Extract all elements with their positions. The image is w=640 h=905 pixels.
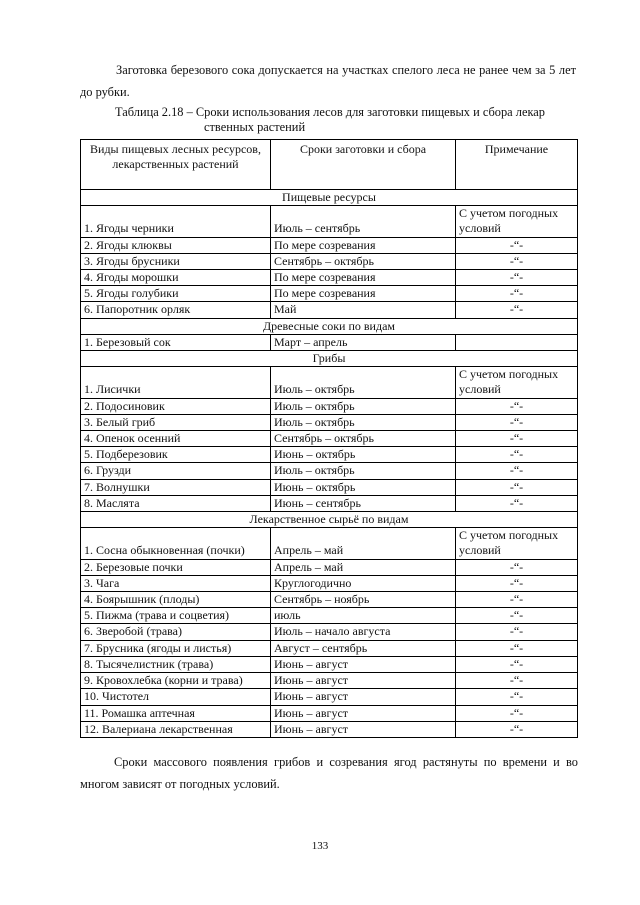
- table-row: [81, 559, 578, 575]
- period-cell: июль: [271, 608, 456, 624]
- resource-name-cell: 11. Ромашка аптечная: [81, 705, 271, 721]
- table-row: [81, 447, 578, 463]
- resource-name-cell: 3. Белый гриб: [81, 414, 271, 430]
- section-row: [81, 512, 578, 528]
- resource-name-cell: 2. Ягоды клюквы: [81, 237, 271, 253]
- note-cell: -“-: [456, 495, 578, 511]
- note-cell: -“-: [456, 479, 578, 495]
- resource-name-cell: 6. Грузди: [81, 463, 271, 479]
- resource-name-cell: 2. Подосиновик: [81, 398, 271, 414]
- period-cell: По мере созревания: [271, 270, 456, 286]
- header-note: Примечание: [456, 140, 578, 190]
- period-cell: По мере созревания: [271, 237, 456, 253]
- table-row: [81, 206, 578, 237]
- header-period: Сроки заготовки и сбора: [271, 140, 456, 190]
- note-cell: -“-: [456, 608, 578, 624]
- period-cell: Июнь – октябрь: [271, 447, 456, 463]
- note-cell: -“-: [456, 592, 578, 608]
- resource-name-cell: 1. Лисички: [81, 367, 271, 398]
- resource-name-cell: 7. Брусника (ягоды и листья): [81, 640, 271, 656]
- period-cell: Июль – октябрь: [271, 367, 456, 398]
- resource-name-cell: 4. Ягоды морошки: [81, 270, 271, 286]
- note-cell: С учетом погодных условий: [456, 206, 578, 237]
- table-row: [81, 302, 578, 318]
- note-cell: -“-: [456, 705, 578, 721]
- resource-name-cell: 7. Волнушки: [81, 479, 271, 495]
- resource-name-cell: 6. Папоротник орляк: [81, 302, 271, 318]
- intro-paragraph: [80, 59, 576, 103]
- table-row: [81, 253, 578, 269]
- note-cell: -“-: [456, 414, 578, 430]
- period-cell: Июнь – август: [271, 705, 456, 721]
- resource-name-cell: 3. Чага: [81, 575, 271, 591]
- period-cell: Июнь – август: [271, 673, 456, 689]
- period-cell: Июль – октябрь: [271, 398, 456, 414]
- table-row: [81, 367, 578, 398]
- table-row: [81, 640, 578, 656]
- note-cell: -“-: [456, 624, 578, 640]
- note-cell: -“-: [456, 270, 578, 286]
- period-cell: Сентябрь – ноябрь: [271, 592, 456, 608]
- period-cell: Июнь – сентябрь: [271, 495, 456, 511]
- table-row: [81, 592, 578, 608]
- resource-name-cell: 1. Ягоды черники: [81, 206, 271, 237]
- period-cell: Апрель – май: [271, 559, 456, 575]
- table-row: [81, 705, 578, 721]
- period-cell: Июль – октябрь: [271, 414, 456, 430]
- table-row: [81, 624, 578, 640]
- resource-name-cell: 1. Березовый сок: [81, 334, 271, 350]
- closing-paragraph: [80, 751, 578, 795]
- table-row: [81, 270, 578, 286]
- table-row: [81, 673, 578, 689]
- forest-resources-table: [80, 139, 578, 738]
- table-caption: [100, 105, 590, 135]
- period-cell: Март – апрель: [271, 334, 456, 350]
- period-cell: Сентябрь – октябрь: [271, 431, 456, 447]
- resource-name-cell: 4. Опенок осенний: [81, 431, 271, 447]
- period-cell: Август – сентябрь: [271, 640, 456, 656]
- period-cell: Круглогодично: [271, 575, 456, 591]
- note-cell: С учетом погодных условий: [456, 528, 578, 559]
- table-row: [81, 689, 578, 705]
- section-title: Древесные соки по видам: [81, 318, 578, 334]
- note-cell: -“-: [456, 673, 578, 689]
- table-row: [81, 721, 578, 737]
- closing-text: Сроки массового появления грибов и созревания ягод растянуты по времени и во многом зависят от погодных условий.: [80, 755, 578, 791]
- note-cell: -“-: [456, 721, 578, 737]
- period-cell: По мере созревания: [271, 286, 456, 302]
- section-title: Лекарственное сырьё по видам: [81, 512, 578, 528]
- table-row: [81, 463, 578, 479]
- note-cell: С учетом погодных условий: [456, 367, 578, 398]
- table-row: [81, 237, 578, 253]
- note-cell: -“-: [456, 431, 578, 447]
- resource-name-cell: 8. Тысячелистник (трава): [81, 656, 271, 672]
- table-header-row: [81, 140, 578, 190]
- resource-name-cell: 1. Сосна обыкновенная (почки): [81, 528, 271, 559]
- note-cell: -“-: [456, 640, 578, 656]
- period-cell: Июль – октябрь: [271, 463, 456, 479]
- note-cell: -“-: [456, 689, 578, 705]
- resource-name-cell: 5. Пижма (трава и соцветия): [81, 608, 271, 624]
- section-title: Пищевые ресурсы: [81, 190, 578, 206]
- table-row: [81, 495, 578, 511]
- period-cell: Май: [271, 302, 456, 318]
- note-cell: -“-: [456, 286, 578, 302]
- section-row: [81, 318, 578, 334]
- period-cell: Июнь – октябрь: [271, 479, 456, 495]
- period-cell: Июнь – август: [271, 689, 456, 705]
- header-resource-type: Виды пищевых лесных ресурсов, лекарственных растений: [81, 140, 271, 190]
- note-cell: -“-: [456, 575, 578, 591]
- period-cell: Июнь – август: [271, 721, 456, 737]
- caption-line-1: Таблица 2.18 – Сроки использования лесов для заготовки пищевых и сбора лекар: [115, 105, 545, 119]
- table-row: [81, 575, 578, 591]
- note-cell: -“-: [456, 302, 578, 318]
- resource-name-cell: 9. Кровохлебка (корни и трава): [81, 673, 271, 689]
- table-row: [81, 528, 578, 559]
- resource-name-cell: 5. Подберезовик: [81, 447, 271, 463]
- resource-name-cell: 2. Березовые почки: [81, 559, 271, 575]
- table-row: [81, 398, 578, 414]
- table-row: [81, 431, 578, 447]
- period-cell: Сентябрь – октябрь: [271, 253, 456, 269]
- table-row: [81, 656, 578, 672]
- note-cell: -“-: [456, 656, 578, 672]
- resource-name-cell: 5. Ягоды голубики: [81, 286, 271, 302]
- table-row: [81, 286, 578, 302]
- table-row: [81, 334, 578, 350]
- section-row: [81, 190, 578, 206]
- resource-name-cell: 3. Ягоды брусники: [81, 253, 271, 269]
- page-number: 133: [311, 840, 329, 852]
- resource-name-cell: 10. Чистотел: [81, 689, 271, 705]
- note-cell: -“-: [456, 559, 578, 575]
- resource-name-cell: 4. Боярышник (плоды): [81, 592, 271, 608]
- table-body: [81, 190, 578, 738]
- resource-name-cell: 6. Зверобой (трава): [81, 624, 271, 640]
- resource-name-cell: 12. Валериана лекарственная: [81, 721, 271, 737]
- note-cell: -“-: [456, 253, 578, 269]
- resource-name-cell: 8. Маслята: [81, 495, 271, 511]
- section-row: [81, 351, 578, 367]
- note-cell: -“-: [456, 447, 578, 463]
- note-cell: -“-: [456, 463, 578, 479]
- period-cell: Июль – начало августа: [271, 624, 456, 640]
- intro-text: Заготовка березового сока допускается на участках спелого леса не ранее чем за 5 лет до рубки.: [80, 63, 576, 99]
- period-cell: Апрель – май: [271, 528, 456, 559]
- note-cell: -“-: [456, 398, 578, 414]
- table-row: [81, 608, 578, 624]
- period-cell: Июль – сентябрь: [271, 206, 456, 237]
- note-cell: -“-: [456, 237, 578, 253]
- table-row: [81, 479, 578, 495]
- note-cell: [456, 334, 578, 350]
- table-row: [81, 414, 578, 430]
- caption-line-2: ственных растений: [204, 120, 306, 134]
- period-cell: Июнь – август: [271, 656, 456, 672]
- section-title: Грибы: [81, 351, 578, 367]
